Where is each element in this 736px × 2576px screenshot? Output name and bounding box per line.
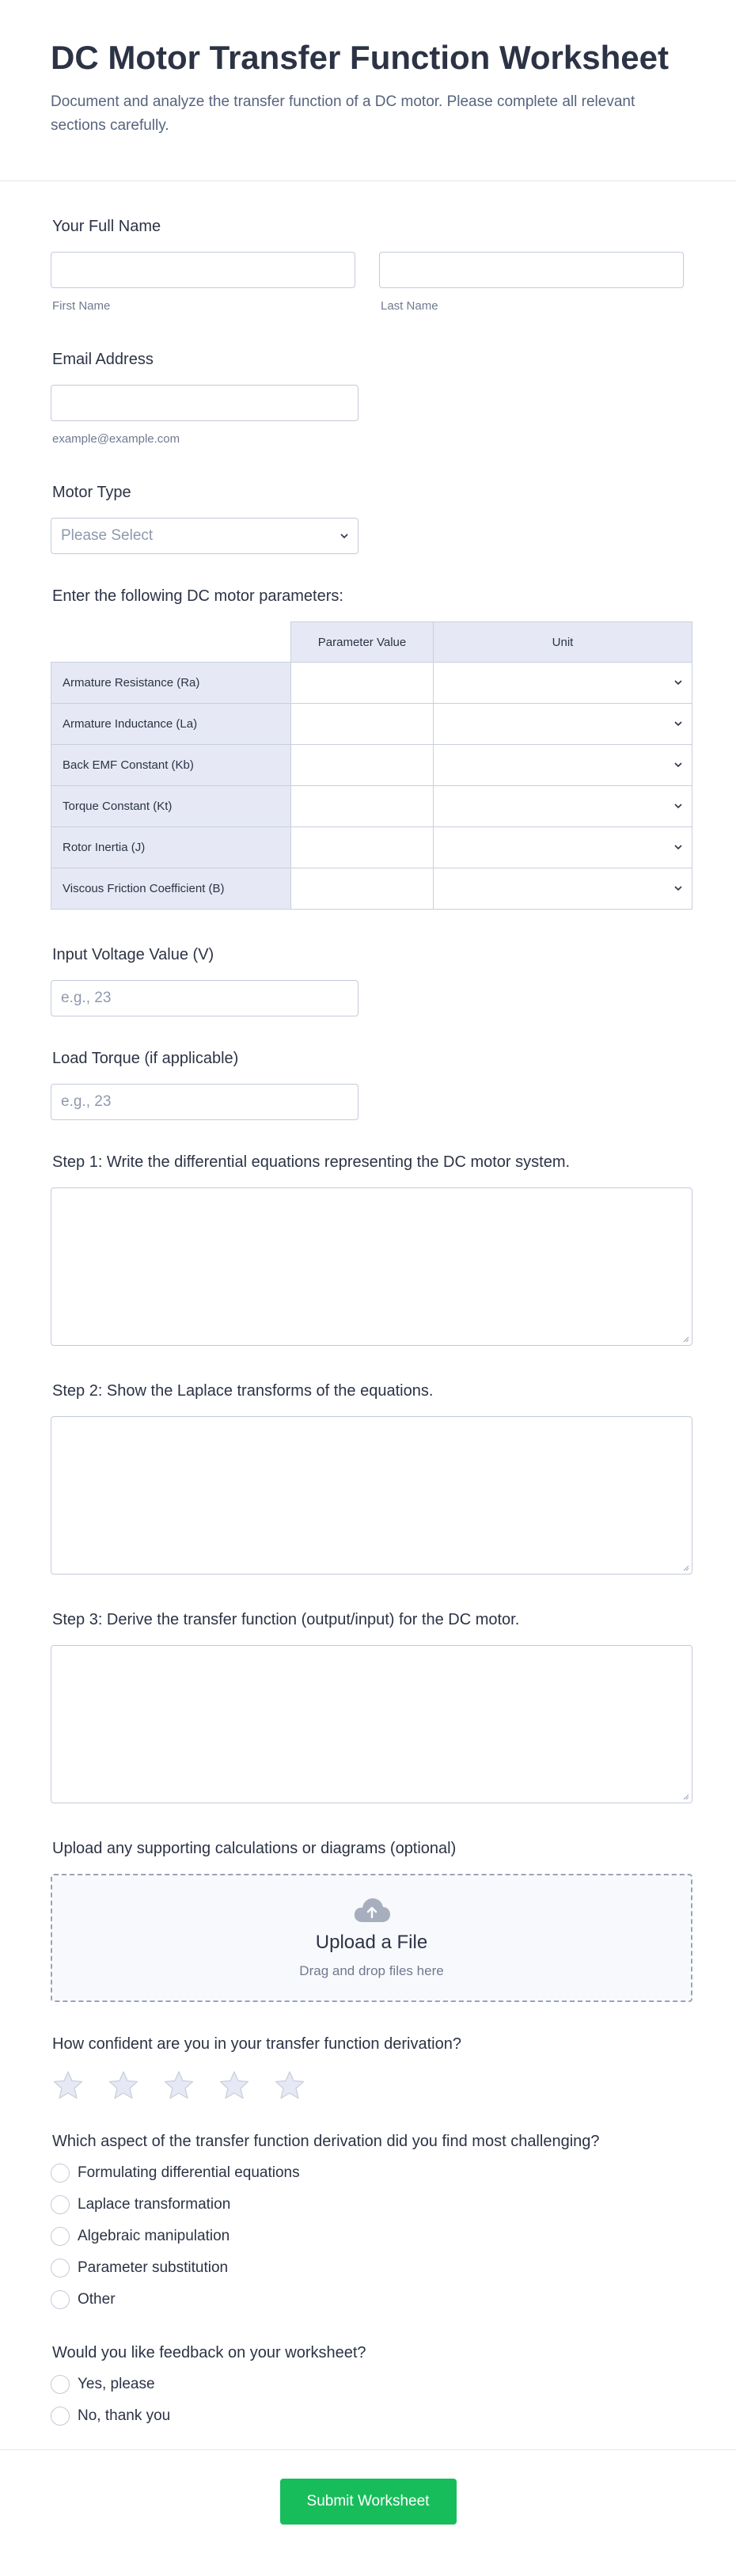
radio-button[interactable] (51, 2375, 70, 2394)
upload-subtitle: Drag and drop files here (299, 1963, 444, 1979)
motor-type-select[interactable] (51, 518, 359, 554)
form-header (0, 0, 736, 181)
column-header-unit: Unit (434, 622, 692, 663)
parameter-name: Torque Constant (Kt) (51, 786, 291, 827)
star-icon[interactable] (218, 2069, 250, 2101)
challenge-label: Which aspect of the transfer function derivation did you find most challenging? (52, 2133, 600, 2151)
step1-question (51, 1153, 684, 1346)
feedback-label: Would you like feedback on your worksheet? (52, 2344, 366, 2362)
radio-option[interactable] (51, 2195, 684, 2214)
step3-label: Step 3: Derive the transfer function (output/input) for the DC motor. (52, 1611, 520, 1629)
chevron-down-icon (674, 720, 682, 728)
radio-button[interactable] (51, 2227, 70, 2246)
parameter-name: Viscous Friction Coefficient (B) (51, 868, 291, 910)
load-torque-question (51, 1050, 684, 1120)
radio-button[interactable] (51, 2290, 70, 2309)
radio-button[interactable] (51, 2164, 70, 2183)
radio-option[interactable] (51, 2407, 684, 2426)
resize-grip-icon[interactable] (681, 1563, 689, 1571)
parameters-question (51, 587, 684, 910)
parameter-unit-select[interactable] (434, 663, 692, 704)
parameter-unit-select[interactable] (434, 868, 692, 910)
full-name-label: Your Full Name (52, 218, 161, 236)
file-upload-dropzone[interactable] (51, 1874, 692, 2002)
parameter-value-input[interactable] (291, 663, 434, 704)
star-icon[interactable] (163, 2069, 195, 2101)
table-row (51, 786, 692, 827)
confidence-question (51, 2035, 684, 2101)
radio-option[interactable] (51, 2164, 684, 2183)
cloud-upload-icon (352, 1897, 392, 1924)
email-input[interactable] (51, 385, 359, 421)
radio-button[interactable] (51, 2407, 70, 2426)
chevron-down-icon (674, 843, 682, 851)
full-name-question (51, 218, 684, 313)
radio-option-label: Parameter substitution (78, 2259, 229, 2277)
radio-option[interactable] (51, 2375, 684, 2394)
parameters-table (51, 621, 692, 910)
table-row (51, 868, 692, 910)
table-row (51, 704, 692, 745)
parameter-unit-select[interactable] (434, 827, 692, 868)
resize-grip-icon[interactable] (681, 1335, 689, 1343)
voltage-question (51, 946, 684, 1016)
parameters-label: Enter the following DC motor parameters: (52, 587, 343, 606)
radio-option-label: Formulating differential equations (78, 2164, 300, 2182)
worksheet-form (0, 218, 736, 2426)
step1-label: Step 1: Write the differential equations representing the DC motor system. (52, 1153, 571, 1172)
chevron-down-icon (674, 802, 682, 810)
radio-option[interactable] (51, 2290, 684, 2309)
column-header-value: Parameter Value (291, 622, 434, 663)
parameter-value-input[interactable] (291, 786, 434, 827)
radio-option[interactable] (51, 2259, 684, 2278)
parameter-unit-select[interactable] (434, 704, 692, 745)
upload-question (51, 1840, 684, 2002)
parameter-value-input[interactable] (291, 745, 434, 786)
radio-option-label: Algebraic manipulation (78, 2228, 230, 2245)
voltage-label: Input Voltage Value (V) (52, 946, 214, 964)
feedback-options (51, 2375, 684, 2426)
parameter-name: Rotor Inertia (J) (51, 827, 291, 868)
parameter-value-input[interactable] (291, 827, 434, 868)
upload-title: Upload a File (315, 1932, 428, 1954)
upload-label: Upload any supporting calculations or diagrams (optional) (52, 1840, 457, 1858)
parameter-value-input[interactable] (291, 704, 434, 745)
last-name-input[interactable] (379, 252, 684, 288)
radio-button[interactable] (51, 2195, 70, 2214)
radio-option-label: Laplace transformation (78, 2196, 231, 2213)
parameter-value-input[interactable] (291, 868, 434, 910)
feedback-question (51, 2344, 684, 2426)
step1-textarea[interactable] (51, 1187, 692, 1346)
load-torque-label: Load Torque (if applicable) (52, 1050, 239, 1068)
motor-type-selected: Please Select (61, 527, 154, 545)
confidence-label: How confident are you in your transfer function derivation? (52, 2035, 461, 2054)
radio-option-label: Other (78, 2291, 116, 2308)
star-icon[interactable] (52, 2069, 84, 2101)
challenge-options (51, 2164, 684, 2309)
challenge-question (51, 2133, 684, 2309)
parameter-name: Armature Resistance (Ra) (51, 663, 291, 704)
voltage-input[interactable]: e.g., 23 (51, 980, 359, 1016)
first-name-input[interactable] (51, 252, 355, 288)
radio-option-label: Yes, please (78, 2376, 155, 2393)
step2-textarea[interactable] (51, 1416, 692, 1575)
star-rating (52, 2069, 684, 2101)
chevron-down-icon (674, 884, 682, 892)
chevron-down-icon (674, 678, 682, 686)
step3-textarea[interactable] (51, 1645, 692, 1803)
parameter-unit-select[interactable] (434, 745, 692, 786)
form-footer (0, 2449, 736, 2559)
star-icon[interactable] (108, 2069, 139, 2101)
parameters-table-body (51, 663, 692, 910)
load-torque-input[interactable]: e.g., 23 (51, 1084, 359, 1120)
chevron-down-icon (340, 532, 348, 540)
email-question (51, 351, 684, 446)
parameter-unit-select[interactable] (434, 786, 692, 827)
radio-option[interactable] (51, 2227, 684, 2246)
parameter-name: Armature Inductance (La) (51, 704, 291, 745)
last-name-sublabel: Last Name (381, 299, 438, 313)
step2-question (51, 1382, 684, 1575)
motor-type-label: Motor Type (52, 484, 131, 502)
email-sublabel: example@example.com (52, 432, 180, 446)
resize-grip-icon[interactable] (681, 1792, 689, 1800)
step3-question (51, 1611, 684, 1803)
radio-option-label: No, thank you (78, 2407, 171, 2425)
step2-label: Step 2: Show the Laplace transforms of the equations. (52, 1382, 434, 1400)
page-description: Document and analyze the transfer function of a DC motor. Please complete all relevant sections carefully. (51, 93, 635, 135)
table-corner (51, 622, 291, 663)
table-row (51, 827, 692, 868)
email-label: Email Address (52, 351, 154, 369)
table-row (51, 663, 692, 704)
submit-button[interactable]: Submit Worksheet (280, 2479, 457, 2525)
star-icon[interactable] (274, 2069, 305, 2101)
first-name-sublabel: First Name (52, 299, 111, 313)
parameter-name: Back EMF Constant (Kb) (51, 745, 291, 786)
page-title: DC Motor Transfer Function Worksheet (51, 39, 669, 76)
motor-type-question (51, 484, 684, 554)
table-row (51, 745, 692, 786)
radio-button[interactable] (51, 2259, 70, 2278)
chevron-down-icon (674, 761, 682, 769)
